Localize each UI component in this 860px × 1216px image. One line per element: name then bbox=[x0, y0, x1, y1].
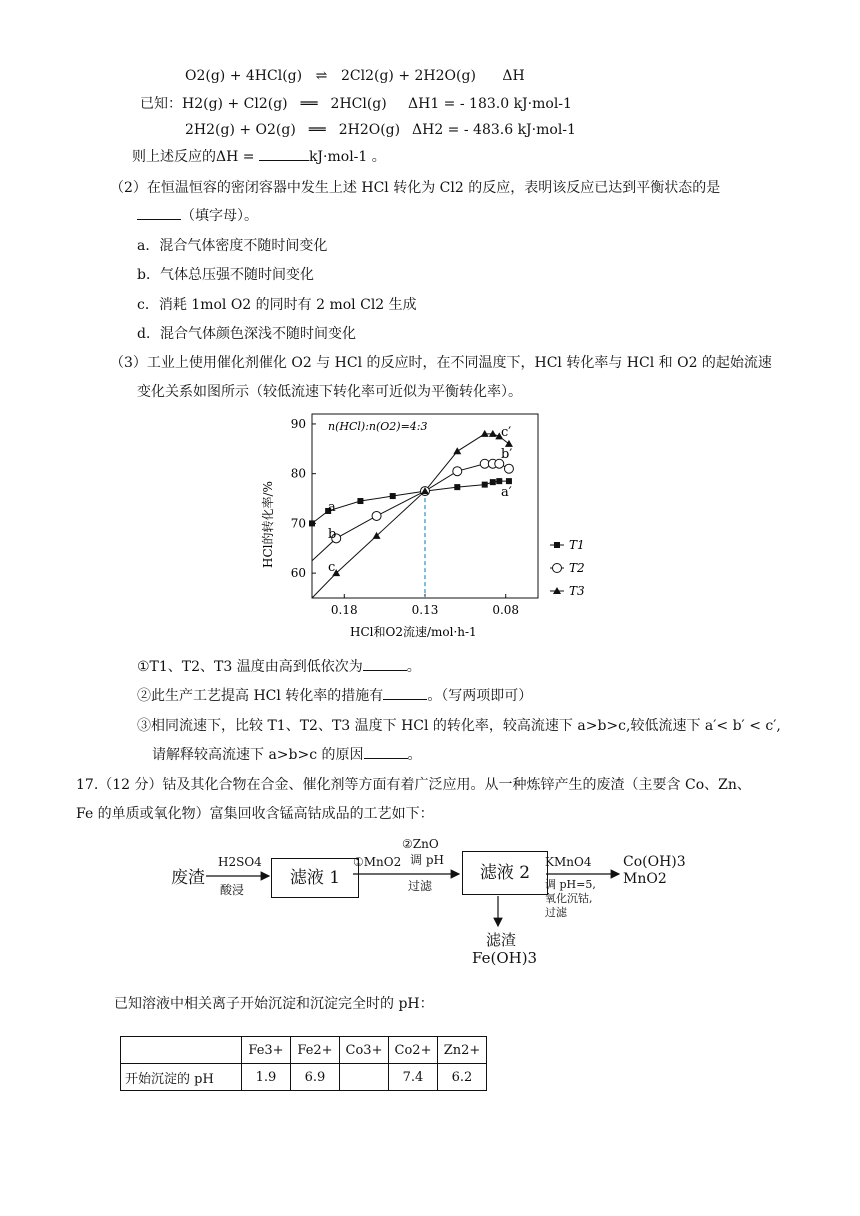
flow-residue2: Fe(OH)3 bbox=[472, 949, 538, 967]
table-header-row bbox=[121, 1037, 487, 1064]
q17-line1: 17.（12 分）钴及其化合物在合金、催化剂等方面有着广泛应用。从一种炼锌产生的废渣（主要含 Co、Zn、 bbox=[76, 777, 751, 793]
curve-label-c: c bbox=[328, 560, 336, 575]
flow-a1-top: H2SO4 bbox=[218, 855, 262, 869]
flow-a2-top: ①MnO2 bbox=[353, 855, 402, 869]
known-ph: 已知溶液中相关离子开始沉淀和沉淀完全时的 pH： bbox=[114, 996, 434, 1012]
legend-entry: T1 bbox=[569, 538, 585, 552]
flow-box1: 滤液 1 bbox=[271, 858, 359, 898]
table-header-cell: Co2+ bbox=[389, 1037, 438, 1064]
curve-end-label: c′ bbox=[501, 425, 512, 440]
x-tick-label: 0.13 bbox=[411, 603, 439, 617]
chart-annotation: n(HCl):n(O2)=4:3 bbox=[328, 420, 428, 433]
table-cell: 6.2 bbox=[438, 1064, 487, 1091]
table-header-cell: Co3+ bbox=[340, 1037, 389, 1064]
q3-sub3b: 请解释较高流速下 a>b>c 的原因 。 bbox=[152, 747, 422, 763]
flow-a2-mid: 调 pH bbox=[410, 853, 444, 867]
flow-product2: MnO2 bbox=[623, 871, 667, 887]
table-header-cell bbox=[121, 1037, 242, 1064]
q17-line2: Fe 的单质或氧化物）富集回收含锰高钴成品的工艺如下： bbox=[76, 806, 434, 822]
known-eq1: 已知：H2(g) + Cl2(g) ══ 2HCl(g) bbox=[140, 96, 387, 112]
y-axis-label: HCl的转化率/% bbox=[261, 481, 275, 568]
q3-line2: 变化关系如图所示（较低流速下转化率可近似为平衡转化率）。 bbox=[137, 384, 522, 400]
flow-a3-b2: 氧化沉钴, bbox=[545, 892, 593, 905]
flow-a2-bottom: 过滤 bbox=[408, 879, 433, 893]
known-eq2: 2H2(g) + O2(g) ══ 2H2O(g) bbox=[185, 122, 401, 138]
flow-start: 废渣 bbox=[171, 868, 205, 888]
flow-box2: 滤液 2 bbox=[462, 851, 548, 895]
flow-a1-bottom: 酸浸 bbox=[220, 883, 245, 897]
y-tick-label: 60 bbox=[290, 566, 306, 581]
q2-option-b: b．气体总压强不随时间变化 bbox=[137, 267, 314, 283]
table-cell bbox=[340, 1064, 389, 1091]
flow-a3-b1: 调 pH=5, bbox=[545, 878, 596, 891]
table-header-cell: Fe2+ bbox=[291, 1037, 340, 1064]
dh1: ΔH1 = - 183.0 kJ·mol-1 bbox=[408, 96, 572, 112]
table-cell: 6.9 bbox=[291, 1064, 340, 1091]
q3-sub2: ②此生产工艺提高 HCl 转化率的措施有 。（写两项即可） bbox=[137, 688, 533, 704]
table-row-label: 开始沉淀的 pH bbox=[121, 1064, 242, 1091]
flow-a2-top2: ②ZnO bbox=[402, 837, 439, 851]
x-axis-label: HCl和O2流速/mol·h-1 bbox=[350, 625, 477, 639]
q2-fill: （填字母）。 bbox=[137, 206, 258, 226]
y-tick-label: 80 bbox=[290, 466, 306, 481]
q2-option-c: c．消耗 1mol O2 的同时有 2 mol Cl2 生成 bbox=[137, 297, 417, 313]
curve-end-label: a′ bbox=[501, 485, 512, 500]
y-tick-label: 90 bbox=[290, 416, 306, 431]
curve-label-a: a bbox=[328, 500, 336, 515]
y-tick-label: 70 bbox=[290, 516, 306, 531]
q2-option-d: d．混合气体颜色深浅不随时间变化 bbox=[137, 326, 356, 342]
x-tick-label: 0.08 bbox=[492, 603, 520, 617]
q2-stem: （2）在恒温恒容的密闭容器中发生上述 HCl 转化为 Cl2 的反应，表明该反应已达到平衡状态的是 bbox=[110, 180, 721, 196]
ask-dh: 则上述反应的ΔH = kJ·mol-1 。 bbox=[132, 149, 386, 165]
main-equation: O2(g) + 4HCl(g) ⇌ 2Cl2(g) + 2H2O(g) ΔH bbox=[185, 68, 525, 84]
legend-entry: T2 bbox=[569, 561, 585, 575]
table-header-cell: Fe3+ bbox=[242, 1037, 291, 1064]
flow-residue1: 滤渣 bbox=[486, 931, 517, 949]
flow-a3-b3: 过滤 bbox=[545, 906, 567, 919]
curve-label-b: b bbox=[328, 527, 337, 542]
curve-end-label: b′ bbox=[501, 447, 513, 462]
ph-table bbox=[120, 1036, 487, 1091]
table-row bbox=[121, 1064, 487, 1091]
q3-sub3: ③相同流速下，比较 T1、T2、T3 温度下 HCl 的转化率，较高流速下 a>b>c,较低流速下 a′< b′ < c′, bbox=[137, 718, 781, 734]
table-cell: 1.9 bbox=[242, 1064, 291, 1091]
flow-product1: Co(OH)3 bbox=[623, 854, 686, 870]
dh2: ΔH2 = - 483.6 kJ·mol-1 bbox=[412, 122, 576, 138]
table-cell: 7.4 bbox=[389, 1064, 438, 1091]
x-tick-label: 0.18 bbox=[330, 603, 358, 617]
q2-option-a: a．混合气体密度不随时间变化 bbox=[137, 238, 328, 254]
legend-entry: T3 bbox=[569, 584, 585, 598]
q3-line1: （3）工业上使用催化剂催化 O2 与 HCl 的反应时，在不同温度下，HCl 转化率与 HCl 和 O2 的起始流速 bbox=[110, 355, 772, 371]
q3-sub1: ①T1、T2、T3 温度由高到低依次为 。 bbox=[137, 659, 421, 675]
flow-a3-top: KMnO4 bbox=[545, 855, 592, 869]
table-header-cell: Zn2+ bbox=[438, 1037, 487, 1064]
